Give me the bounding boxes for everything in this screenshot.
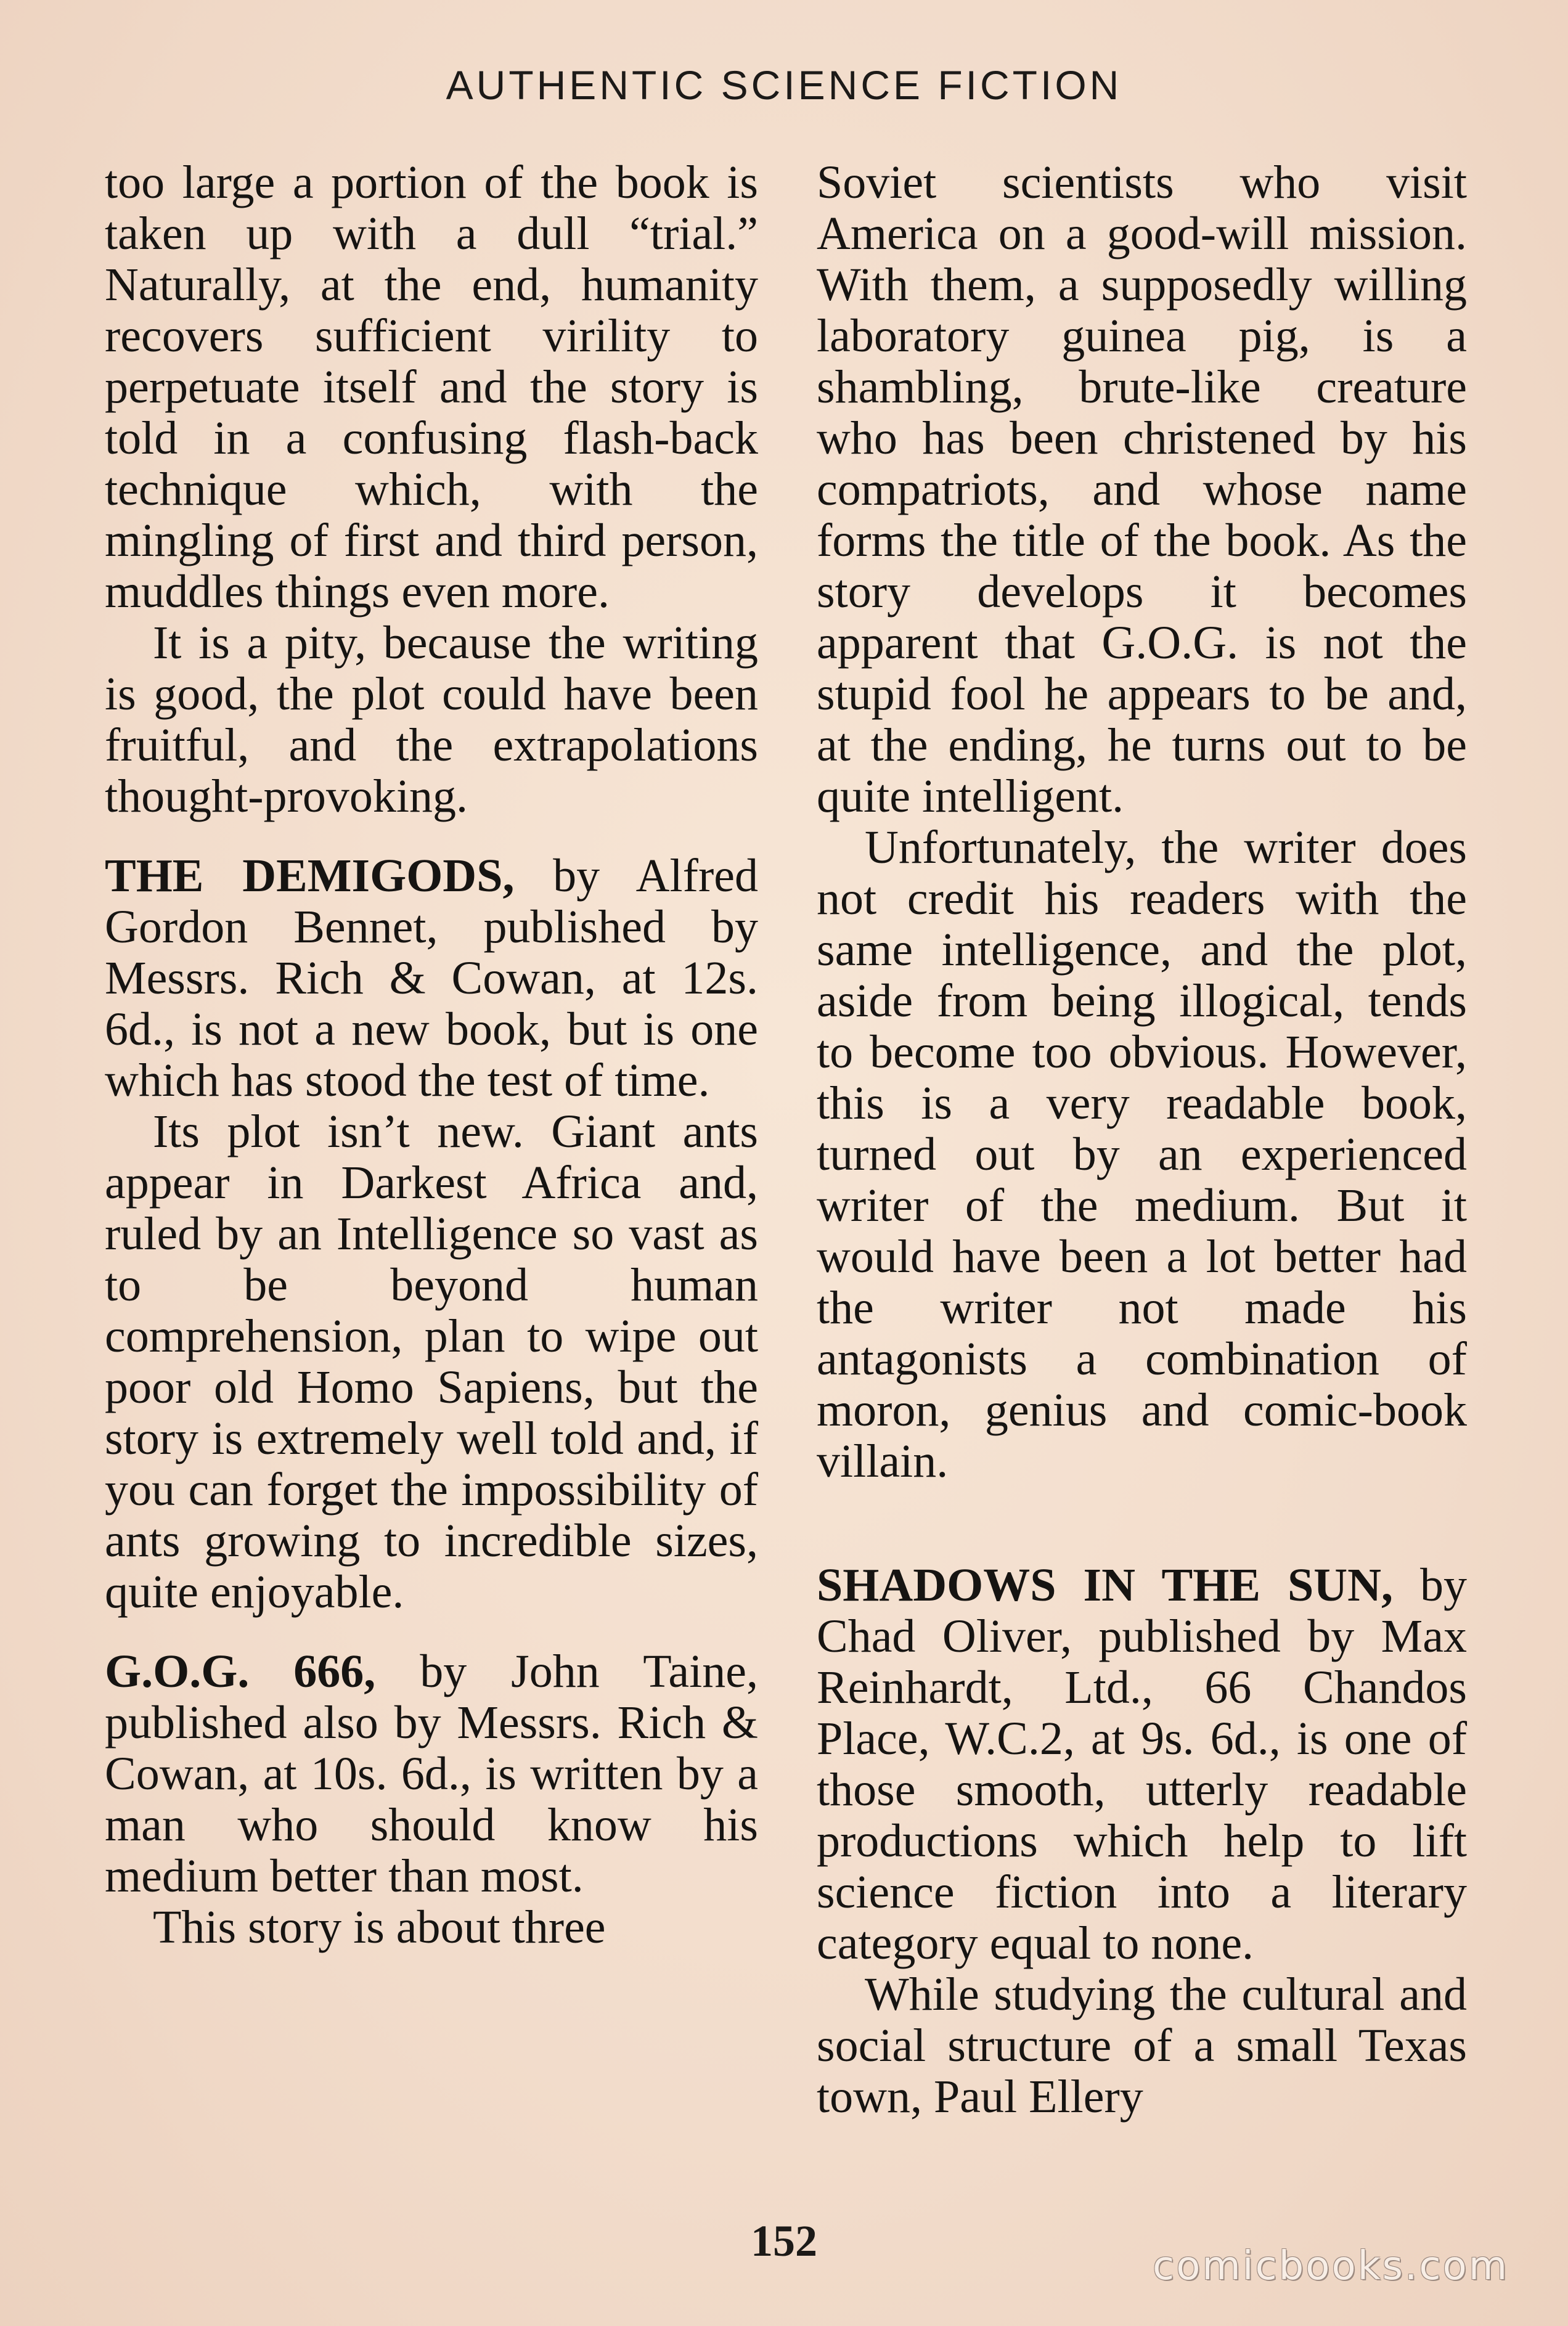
review-paragraph (817, 1560, 1467, 1969)
review-paragraph (105, 1646, 758, 1902)
book-title: G.O.G. 666, (105, 1646, 376, 1697)
paragraph: too large a portion of the book is taken up with a dull “trial.” Naturally, at the end, humanity recovers sufficient virility to perpetuate itself and the story is told in a confusing flash-back technique which, with the mingling of first and third person, muddles things even more. (105, 157, 758, 618)
paragraph: Its plot isn’t new. Giant ants appear in Darkest Africa and, ruled by an Intelligence so vast as to be beyond human comprehension, plan to wipe out poor old Homo Sapiens, but the story is extremely well told and, if you can forget the impossibility of ants growing to incredible sizes, quite enjoyable. (105, 1106, 758, 1618)
right-column (817, 157, 1467, 2123)
watermark: comicbooks.com (1153, 2243, 1509, 2289)
paragraph: While studying the cultural and social structure of a small Texas town, Paul Ellery (817, 1969, 1467, 2123)
review-text: by Chad Oliver, published by Max Reinhardt, Ltd., 66 Chandos Place, W.C.2, at 9s. 6d., is one of those smooth, utterly readable productions which help to lift science fiction into a literary category equal to none. (817, 1559, 1467, 1969)
paragraph: Soviet scientists who visit America on a good-will mission. With them, a supposedly willing laboratory guinea pig, is a shambling, brute-like creature who has been christened by his compatriots, and whose name forms the title of the book. As the story develops it becomes apparent that G.O.G. is not the stupid fool he appears to be and, at the ending, he turns out to be quite intelligent. (817, 157, 1467, 822)
paragraph: It is a pity, because the writing is good, the plot could have been fruitful, and the extrapolations thought-provoking. (105, 617, 758, 822)
review-text: by John Taine, published also by Messrs. Rich & Cowan, at 10s. 6d., is written by a man who should know his medium better than most. (105, 1646, 758, 1902)
paragraph: Unfortunately, the writer does not credit his readers with the same intelligence, and the plot, aside from being illogical, tends to become too obvious. However, this is a very readable book, turned out by an experienced writer of the medium. But it would have been a lot better had the writer not made his antagonists a combination of moron, genius and comic-book villain. (817, 822, 1467, 1487)
book-title: SHADOWS IN THE SUN, (817, 1559, 1394, 1611)
paragraph: This story is about three (153, 1901, 606, 1953)
running-head: AUTHENTIC SCIENCE FICTION (446, 62, 1122, 108)
review-paragraph (105, 851, 758, 1106)
page-number: 152 (751, 2216, 817, 2266)
review-text: by Alfred Gordon Bennet, published by Messrs. Rich & Cowan, at 12s. 6d., is not a new book, but is one which has stood the test of time. (105, 850, 759, 1106)
book-title: THE DEMIGODS, (105, 850, 515, 902)
left-column (105, 157, 758, 1953)
